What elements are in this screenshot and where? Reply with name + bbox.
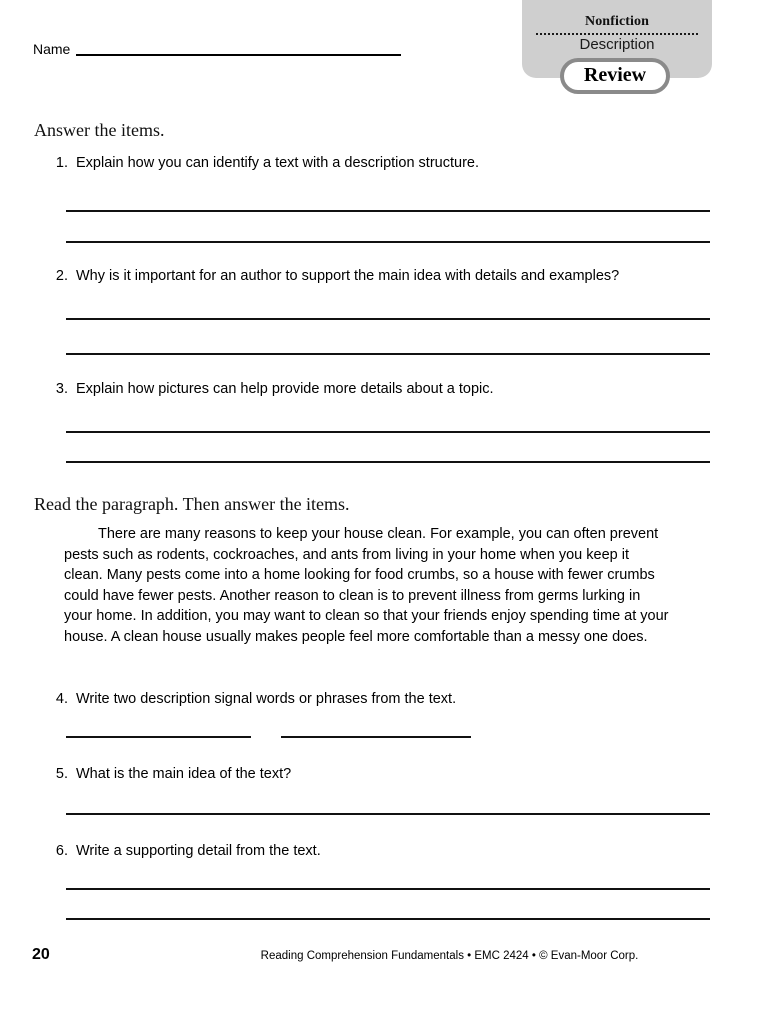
item-3-number: 3. <box>55 381 68 397</box>
page-number: 20 <box>32 946 50 963</box>
item-3-text: Explain how pictures can help provide more details about a topic. <box>76 381 494 397</box>
item-5 <box>46 766 726 782</box>
item-2 <box>46 268 726 284</box>
item-3-answer-line-1[interactable] <box>66 431 710 433</box>
badge-structure-label: Description <box>579 36 655 53</box>
read-paragraph-heading: Read the paragraph. Then answer the items. <box>34 494 350 514</box>
badge-category-label: Nonfiction <box>585 14 649 29</box>
item-3-answer-line-2[interactable] <box>66 461 710 463</box>
name-input-line[interactable] <box>76 54 401 56</box>
item-2-answer-line-1[interactable] <box>66 318 710 320</box>
answer-items-heading: Answer the items. <box>34 120 165 140</box>
item-6-number: 6. <box>55 843 68 859</box>
name-row <box>33 42 401 57</box>
item-2-number: 2. <box>55 268 68 284</box>
review-pill-label: Review <box>583 64 647 86</box>
item-6-answer-line-2[interactable] <box>66 918 710 920</box>
item-6-text: Write a supporting detail from the text. <box>76 843 321 859</box>
item-2-answer-line-2[interactable] <box>66 353 710 355</box>
item-5-answer-line-1[interactable] <box>66 813 710 815</box>
item-4-answer-line-1[interactable] <box>66 736 251 738</box>
item-4-text: Write two description signal words or phrases from the text. <box>76 691 457 707</box>
item-1-answer-line-2[interactable] <box>66 241 710 243</box>
item-1-answer-line-1[interactable] <box>66 210 710 212</box>
item-3 <box>46 381 726 397</box>
name-label: Name <box>33 41 71 57</box>
footer-credit: Reading Comprehension Fundamentals • EMC 2424 • © Evan-Moor Corp. <box>260 950 639 962</box>
item-4-answer-line-2[interactable] <box>281 736 471 738</box>
item-1-number: 1. <box>55 155 68 171</box>
reading-passage: There are many reasons to keep your house clean. For example, you can often prevent pests such as rodents, cockroaches, and ants from living in your home when you keep it clean. Many pests come into a home looking for food crumbs, so a house with fewer crumbs could have fewer pests. Another reason to clean is to prevent illness from germs lurking in your home. In addition, you may want to clean so that your friends enjoy spending time at your house. A clean house usually makes people feel more comfortable than a messy one does. <box>64 526 669 645</box>
item-1 <box>46 155 726 171</box>
item-6 <box>46 843 726 859</box>
item-5-number: 5. <box>55 766 68 782</box>
item-4-number: 4. <box>55 691 68 707</box>
item-2-text: Why is it important for an author to support the main idea with details and examples? <box>76 268 620 284</box>
review-pill <box>560 58 670 94</box>
item-6-answer-line-1[interactable] <box>66 888 710 890</box>
badge-divider <box>536 33 698 35</box>
item-1-text: Explain how you can identify a text with a description structure. <box>76 155 479 171</box>
item-5-text: What is the main idea of the text? <box>76 766 292 782</box>
item-4 <box>46 691 726 707</box>
